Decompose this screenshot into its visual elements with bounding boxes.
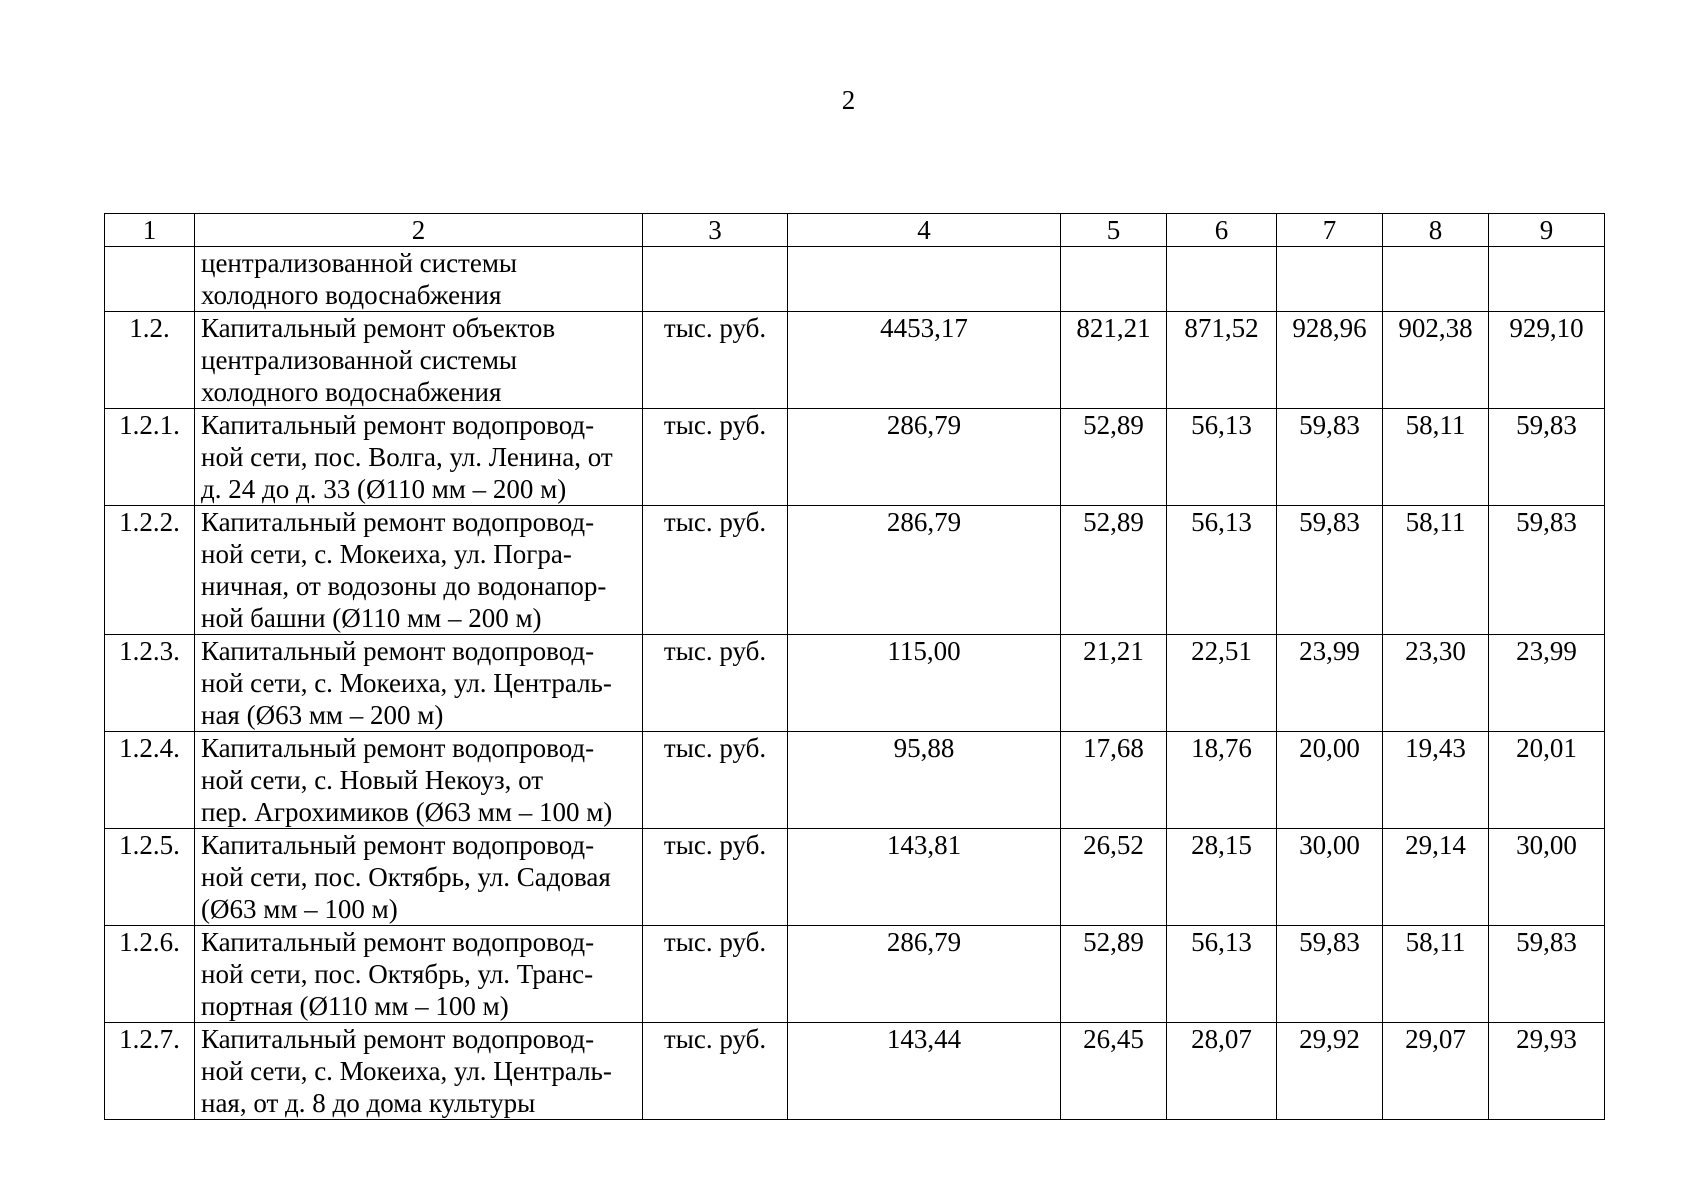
description-line: ной сети, пос. Октябрь, ул. Транс- — [201, 959, 594, 989]
row-value: 59,83 — [1277, 506, 1383, 635]
page-number: 2 — [841, 85, 856, 115]
description-line: ной сети, с. Новый Некоуз, от — [201, 765, 544, 795]
row-value: 52,89 — [1061, 409, 1167, 506]
row-value: 23,99 — [1277, 635, 1383, 732]
description-line: ничная, от водозоны до водонапор- — [201, 571, 607, 601]
row-value: 26,45 — [1061, 1023, 1167, 1120]
row-value: 20,00 — [1277, 732, 1383, 829]
row-description — [195, 312, 643, 409]
row-value: 21,21 — [1061, 635, 1167, 732]
row-value: 928,96 — [1277, 312, 1383, 409]
row-value: 30,00 — [1489, 829, 1605, 926]
row-value: 56,13 — [1167, 506, 1277, 635]
table-row — [105, 409, 1605, 506]
row-number: 1.2.4. — [105, 732, 195, 829]
row-value — [1061, 247, 1167, 312]
row-number — [105, 247, 195, 312]
description-line: пер. Агрохимиков (Ø63 мм – 100 м) — [201, 797, 613, 827]
row-value: 286,79 — [788, 409, 1061, 506]
row-number: 1.2. — [105, 312, 195, 409]
column-header: 4 — [788, 214, 1061, 247]
description-line: портная (Ø110 мм – 100 м) — [201, 991, 509, 1021]
table-row — [105, 506, 1605, 635]
row-number: 1.2.3. — [105, 635, 195, 732]
row-value: 29,93 — [1489, 1023, 1605, 1120]
description-line: холодного водоснабжения — [201, 280, 502, 310]
column-header: 1 — [105, 214, 195, 247]
row-value: 29,14 — [1383, 829, 1489, 926]
row-value — [1383, 247, 1489, 312]
column-header: 7 — [1277, 214, 1383, 247]
row-value: 26,52 — [1061, 829, 1167, 926]
description-line: Капитальный ремонт водопровод- — [201, 1024, 595, 1054]
table-row — [105, 829, 1605, 926]
description-line: ной сети, пос. Октябрь, ул. Садовая — [201, 862, 611, 892]
row-value: 23,99 — [1489, 635, 1605, 732]
description-line: Капитальный ремонт водопровод- — [201, 927, 595, 957]
row-value: 821,21 — [1061, 312, 1167, 409]
description-line: Капитальный ремонт водопровод- — [201, 733, 595, 763]
row-value: 52,89 — [1061, 506, 1167, 635]
row-value: 17,68 — [1061, 732, 1167, 829]
description-line: Капитальный ремонт водопровод- — [201, 636, 595, 666]
row-description — [195, 829, 643, 926]
row-value: 143,44 — [788, 1023, 1061, 1120]
row-value: 929,10 — [1489, 312, 1605, 409]
row-unit: тыс. руб. — [643, 829, 788, 926]
row-value: 286,79 — [788, 506, 1061, 635]
column-header: 5 — [1061, 214, 1167, 247]
description-line: Капитальный ремонт водопровод- — [201, 507, 595, 537]
row-unit: тыс. руб. — [643, 635, 788, 732]
row-value: 29,07 — [1383, 1023, 1489, 1120]
row-value: 18,76 — [1167, 732, 1277, 829]
row-value: 4453,17 — [788, 312, 1061, 409]
row-value: 871,52 — [1167, 312, 1277, 409]
row-unit: тыс. руб. — [643, 312, 788, 409]
description-line: Капитальный ремонт водопровод- — [201, 410, 595, 440]
description-line: ная (Ø63 мм – 200 м) — [201, 700, 444, 730]
table-row — [105, 926, 1605, 1023]
column-header: 8 — [1383, 214, 1489, 247]
description-line: холодного водоснабжения — [201, 377, 502, 407]
column-header: 6 — [1167, 214, 1277, 247]
cost-table — [104, 213, 1605, 1120]
row-value: 58,11 — [1383, 926, 1489, 1023]
row-value — [788, 247, 1061, 312]
description-line: централизованной системы — [201, 345, 518, 375]
row-value: 58,11 — [1383, 506, 1489, 635]
row-value: 23,30 — [1383, 635, 1489, 732]
row-value: 143,81 — [788, 829, 1061, 926]
table-row — [105, 732, 1605, 829]
row-value: 56,13 — [1167, 409, 1277, 506]
column-header: 2 — [195, 214, 643, 247]
row-description — [195, 247, 643, 312]
row-value: 59,83 — [1277, 409, 1383, 506]
row-description — [195, 635, 643, 732]
row-description — [195, 732, 643, 829]
column-header: 3 — [643, 214, 788, 247]
row-value — [1167, 247, 1277, 312]
description-line: ная, от д. 8 до дома культуры — [201, 1088, 536, 1118]
row-unit: тыс. руб. — [643, 1023, 788, 1120]
row-unit — [643, 247, 788, 312]
row-value: 28,07 — [1167, 1023, 1277, 1120]
row-unit: тыс. руб. — [643, 926, 788, 1023]
row-value: 56,13 — [1167, 926, 1277, 1023]
row-value: 59,83 — [1489, 926, 1605, 1023]
table-row — [105, 1023, 1605, 1120]
description-line: ной башни (Ø110 мм – 200 м) — [201, 603, 542, 633]
description-line: ной сети, с. Мокеиха, ул. Централь- — [201, 668, 612, 698]
description-line: централизованной системы — [201, 248, 518, 278]
row-description — [195, 506, 643, 635]
row-unit: тыс. руб. — [643, 732, 788, 829]
row-value: 22,51 — [1167, 635, 1277, 732]
row-value: 19,43 — [1383, 732, 1489, 829]
row-number: 1.2.5. — [105, 829, 195, 926]
description-line: ной сети, с. Мокеиха, ул. Погра- — [201, 539, 572, 569]
description-line: ной сети, пос. Волга, ул. Ленина, от — [201, 442, 613, 472]
row-description — [195, 926, 643, 1023]
row-number: 1.2.7. — [105, 1023, 195, 1120]
row-value: 52,89 — [1061, 926, 1167, 1023]
table-row — [105, 635, 1605, 732]
table-header-row — [105, 214, 1605, 247]
row-value: 59,83 — [1489, 409, 1605, 506]
row-value: 115,00 — [788, 635, 1061, 732]
row-value: 59,83 — [1489, 506, 1605, 635]
row-unit: тыс. руб. — [643, 506, 788, 635]
row-description — [195, 409, 643, 506]
row-value: 59,83 — [1277, 926, 1383, 1023]
table-row — [105, 312, 1605, 409]
row-value: 95,88 — [788, 732, 1061, 829]
table-row — [105, 247, 1605, 312]
row-unit: тыс. руб. — [643, 409, 788, 506]
row-value — [1489, 247, 1605, 312]
description-line: (Ø63 мм – 100 м) — [201, 894, 398, 924]
description-line: ной сети, с. Мокеиха, ул. Централь- — [201, 1056, 612, 1086]
row-value: 29,92 — [1277, 1023, 1383, 1120]
description-line: д. 24 до д. 33 (Ø110 мм – 200 м) — [201, 474, 567, 504]
description-line: Капитальный ремонт объектов — [201, 313, 556, 343]
row-value: 58,11 — [1383, 409, 1489, 506]
row-value: 28,15 — [1167, 829, 1277, 926]
row-value: 286,79 — [788, 926, 1061, 1023]
row-value: 902,38 — [1383, 312, 1489, 409]
row-description — [195, 1023, 643, 1120]
row-value — [1277, 247, 1383, 312]
row-number: 1.2.2. — [105, 506, 195, 635]
row-value: 20,01 — [1489, 732, 1605, 829]
description-line: Капитальный ремонт водопровод- — [201, 830, 595, 860]
column-header: 9 — [1489, 214, 1605, 247]
row-value: 30,00 — [1277, 829, 1383, 926]
row-number: 1.2.6. — [105, 926, 195, 1023]
row-number: 1.2.1. — [105, 409, 195, 506]
